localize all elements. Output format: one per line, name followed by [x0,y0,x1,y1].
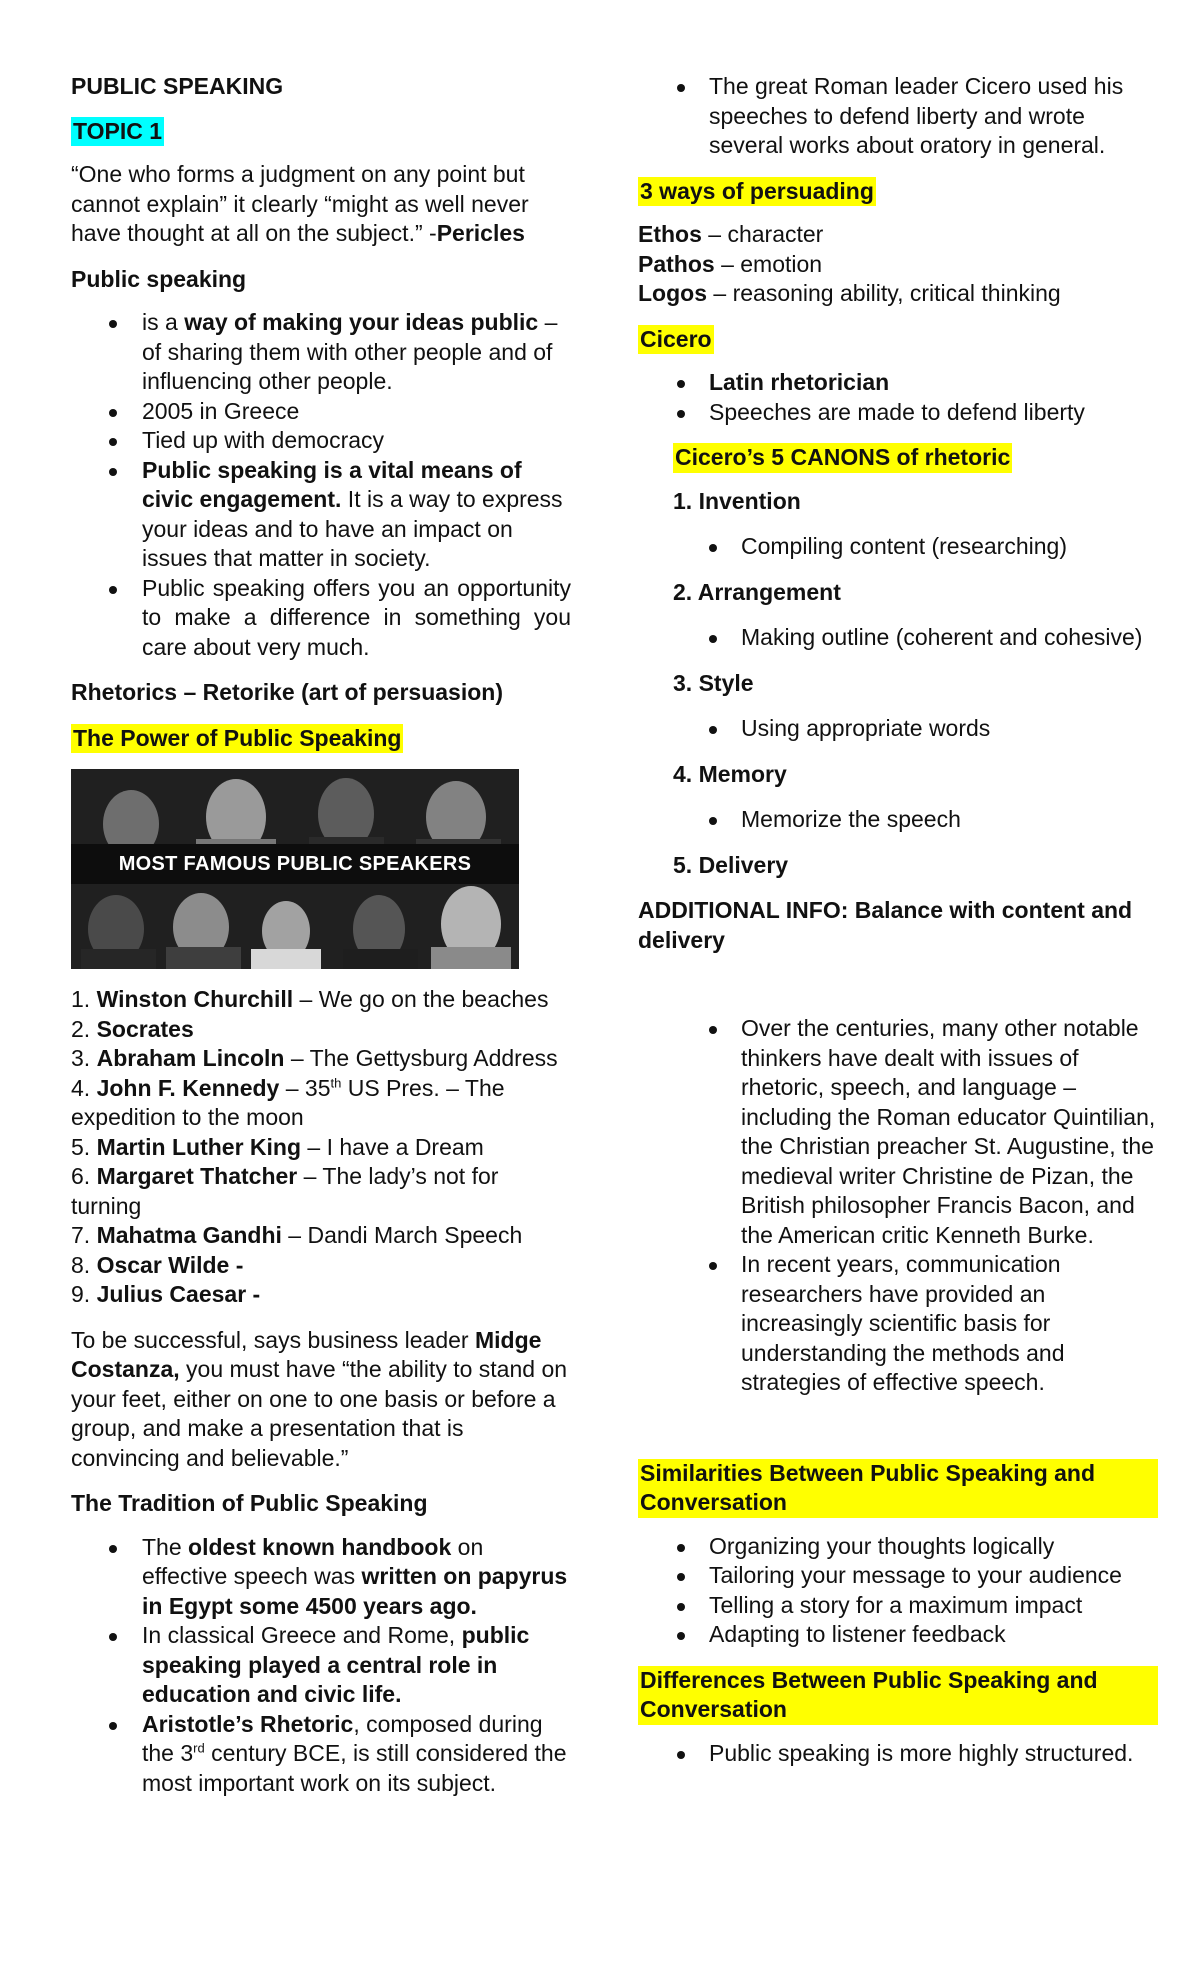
public-speaking-heading: Public speaking [71,265,247,292]
list-item: 6. Margaret Thatcher – The lady’s not for turning [71,1163,499,1219]
rhetorics-line: Rhetorics – Retorike (art of persuasion) [71,679,503,705]
list-item: In recent years, communication researchers have provided an increasingly scientific basis for understanding the methods and strategies of effective speech. [673,1250,1158,1398]
list-item: Public speaking is a vital means of civic engagement. It is a way to express your ideas and to have an impact on issues that matter in society. [71,456,571,574]
pericles-quote: “One who forms a judgment on any point but cannot explain” it clearly “might as well never have thought at all on the subject.” -Pericles [71,161,529,246]
list-item: Speeches are made to defend liberty [638,398,1158,428]
list-item: 2005 in Greece [71,397,571,427]
canon-title: 5. Delivery [673,851,789,878]
list-item: Public speaking offers you an opportunity to make a difference in something you care about very much. [71,574,571,663]
canon-title: 4. Memory [673,760,787,787]
ways-list [638,220,1158,309]
list-item: Latin rhetorician [638,368,1158,398]
topic-label: TOPIC 1 [71,117,571,147]
document-title: PUBLIC SPEAKING [71,73,284,99]
success-paragraph: To be successful, says business leader Midge Costanza, you must have “the ability to stand on your feet, either on one to one basis or before a group, and make a presentation that is convincing and believable.” [71,1326,568,1471]
canon-detail: Making outline (coherent and cohesive) [673,623,1158,653]
canon-title: 1. Invention [673,487,801,514]
list-item: 2. Socrates [71,1015,194,1042]
list-item: The oldest known handbook on effective speech was written on papyrus in Egypt some 4500 years ago. [71,1533,571,1622]
list-item: Over the centuries, many other notable thinkers have dealt with issues of rhetoric, speech, and language – including the Roman educator Quintilian, the Christian preacher St. Augustine, the medieval writer Christine de Pizan, the British philosopher Francis Bacon, and the American critic Kenneth Burke. [673,1014,1158,1250]
right-column [638,0,1158,1768]
list-item: Tailoring your message to your audience [638,1561,1158,1591]
cicero-heading: Cicero [638,325,1158,355]
rhetoric-history-list [638,1014,1158,1398]
ways-heading: 3 ways of persuading [638,177,1158,207]
similarities-list [638,1532,1158,1650]
list-item: Organizing your thoughts logically [638,1532,1158,1562]
list-item: Tied up with democracy [71,426,571,456]
list-item: 8. Oscar Wilde - [71,1251,244,1278]
canon-title: 2. Arrangement [673,578,841,605]
canons-heading: Cicero’s 5 CANONS of rhetoric [673,443,1158,473]
additional-info: ADDITIONAL INFO: Balance with content and delivery [638,897,1133,953]
list-item: 4. John F. Kennedy – 35th US Pres. – The expedition to the moon [71,1074,505,1130]
list-item: Logos – reasoning ability, critical thinking [638,280,1061,306]
famous-speakers-photo [71,769,519,969]
list-item: Adapting to listener feedback [638,1620,1158,1650]
list-item: 1. Winston Churchill – We go on the beaches [71,986,549,1012]
list-item: 7. Mahatma Gandhi – Dandi March Speech [71,1222,523,1248]
similarities-heading: Similarities Between Public Speaking and Conversation [638,1459,1158,1518]
speakers-list [71,985,571,1310]
cicero-bullet: The great Roman leader Cicero used his speeches to defend liberty and wrote several works about oratory in general. [638,72,1158,161]
tradition-heading: The Tradition of Public Speaking [71,1490,428,1516]
list-item: Pathos – emotion [638,250,823,277]
list-item: 5. Martin Luther King – I have a Dream [71,1133,484,1160]
tradition-list [71,1533,571,1799]
canon-detail: Using appropriate words [673,714,1158,744]
list-item: Telling a story for a maximum impact [638,1591,1158,1621]
canon-detail: Memorize the speech [673,805,1158,835]
canons-section [638,443,1158,880]
list-item: Ethos – character [638,221,824,247]
canon-title: 3. Style [673,669,754,696]
canon-detail: Compiling content (researching) [673,532,1158,562]
power-heading: The Power of Public Speaking [71,724,571,754]
list-item: 9. Julius Caesar - [71,1281,261,1307]
list-item: is a way of making your ideas public – of sharing them with other people and of influencing other people. [71,308,571,397]
list-item: Aristotle’s Rhetoric, composed during the 3rd century BCE, is still considered the most important work on its subject. [71,1710,571,1799]
differences-list [638,1739,1158,1769]
public-speaking-list [71,308,571,662]
list-item: Public speaking is more highly structured. [638,1739,1158,1769]
differences-heading: Differences Between Public Speaking and Conversation [638,1666,1158,1725]
list-item: In classical Greece and Rome, public speaking played a central role in education and civic life. [71,1621,571,1710]
left-column [71,0,571,1798]
photo-caption: MOST FAMOUS PUBLIC SPEAKERS [71,844,519,884]
list-item: 3. Abraham Lincoln – The Gettysburg Address [71,1045,558,1071]
